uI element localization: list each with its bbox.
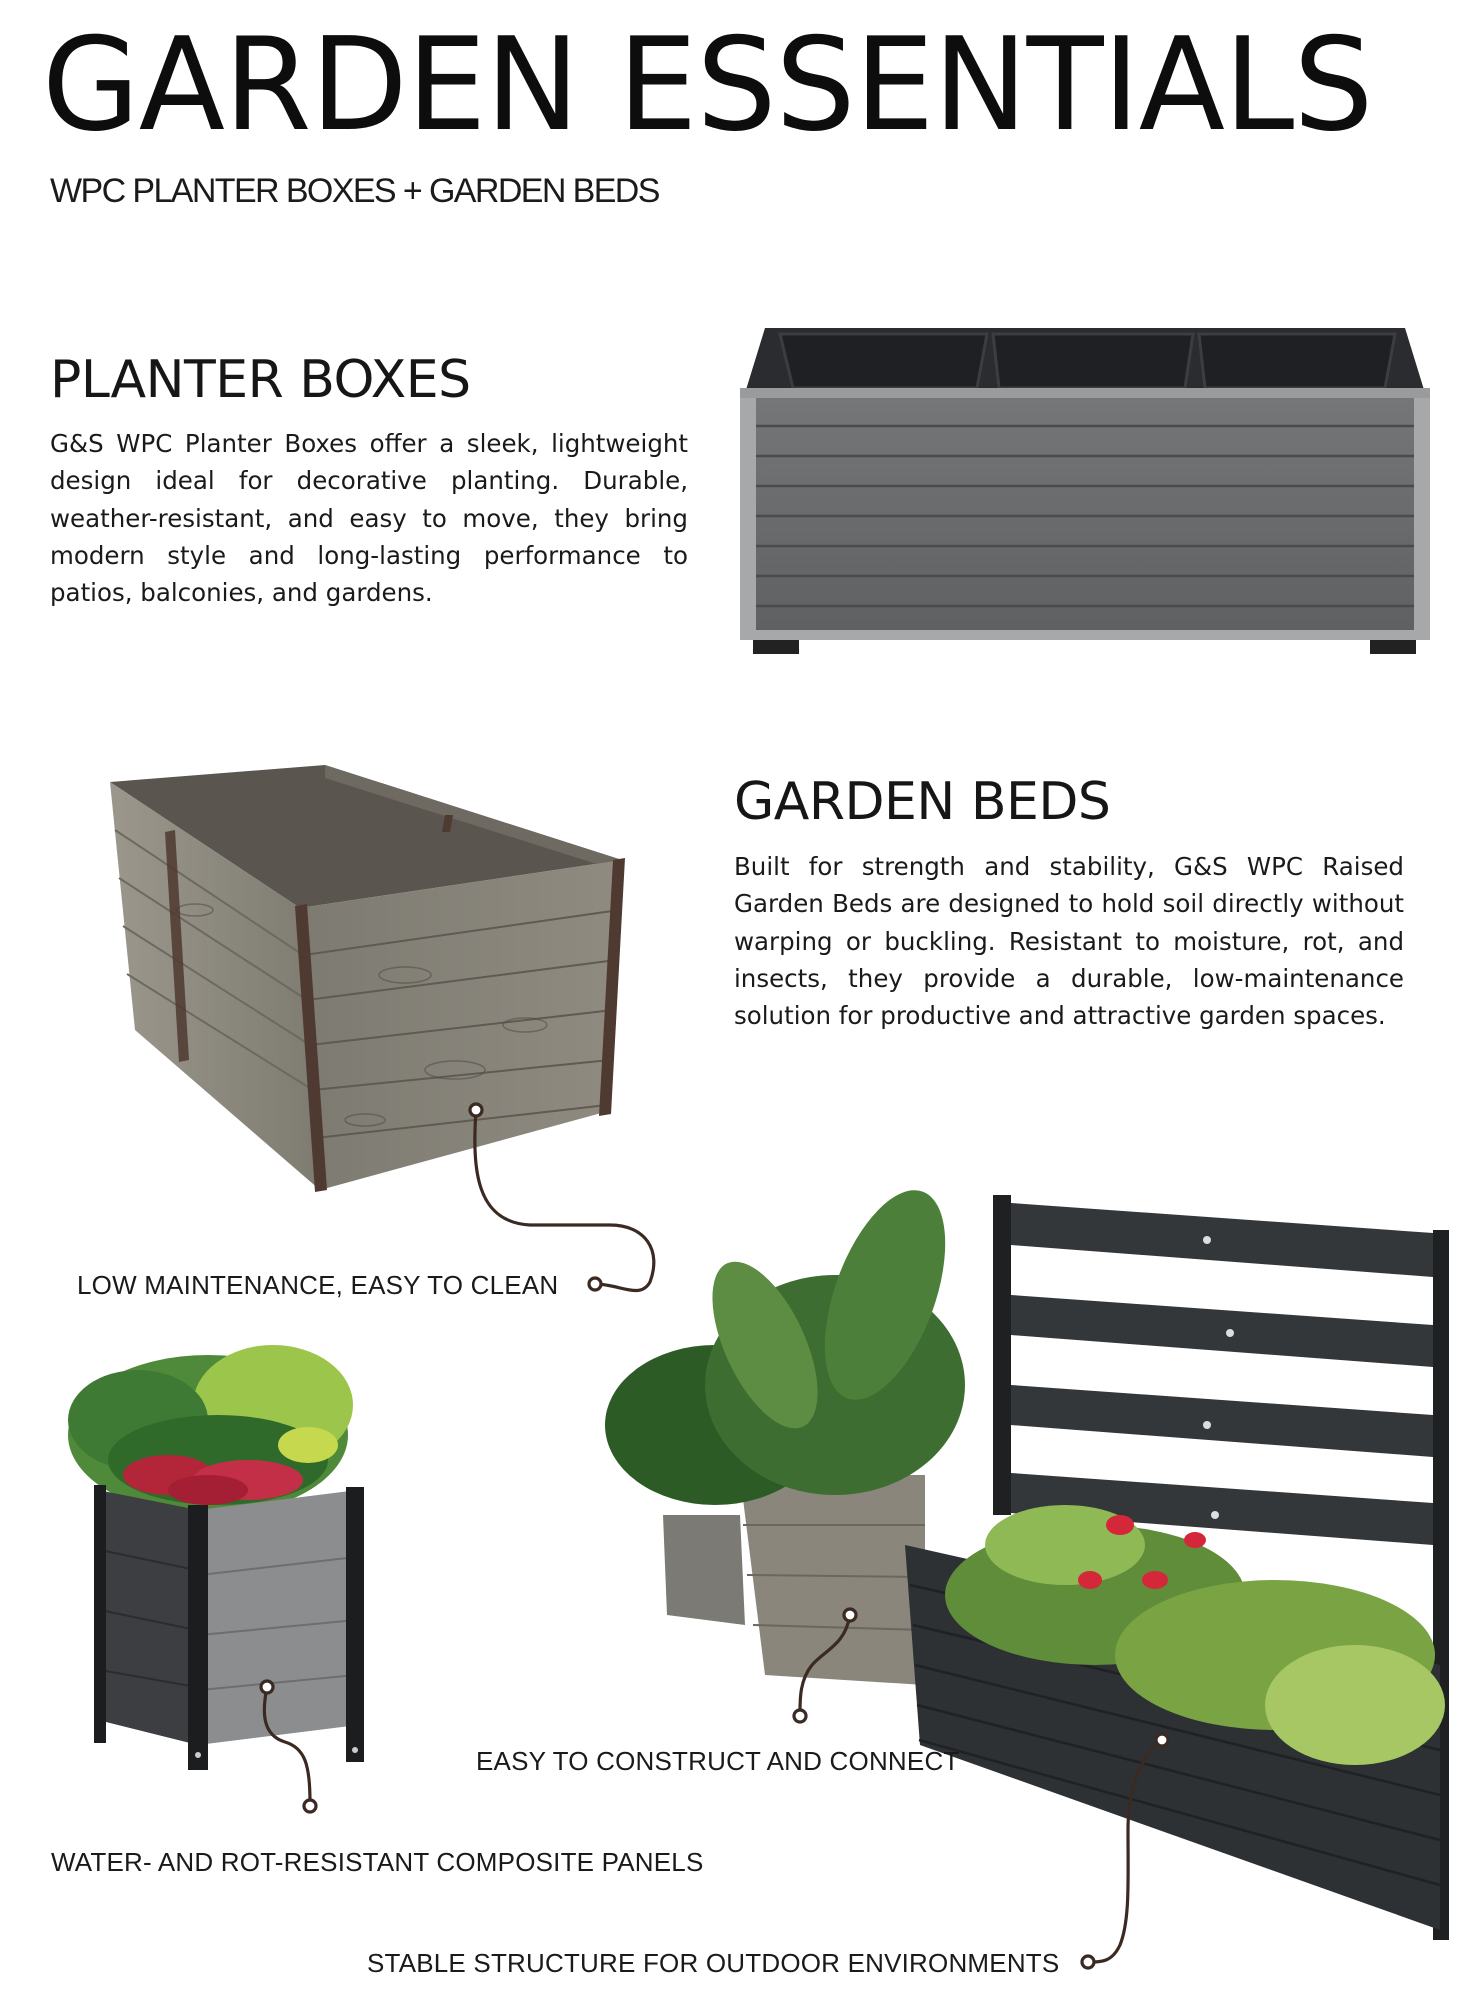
garden-beds-description: Built for strength and stability, G&S WPC Raised Garden Beds are designed to hold soil directly without warping or buckling. Resistant to moisture, rot, and insects, they provide a durable, low-maintenance solution for productive and attractive garden spaces.	[734, 852, 1404, 1031]
page-title: GARDEN ESSENTIALS	[42, 11, 1373, 160]
callout-low-maintenance: LOW MAINTENANCE, EASY TO CLEAN	[77, 1270, 559, 1300]
planter-boxes-description: G&S WPC Planter Boxes offer a sleek, lightweight design ideal for decorative planting. Durable, weather-resistant, and easy to move, they bring modern style and long-lasting performance to patios, balconies, and gardens.	[50, 429, 688, 608]
garden-beds-heading: GARDEN BEDS	[734, 772, 1111, 832]
planter-boxes-heading: PLANTER BOXES	[50, 350, 471, 410]
callout-construct-connect: EASY TO CONSTRUCT AND CONNECT	[476, 1746, 960, 1776]
callout-stable-structure: STABLE STRUCTURE FOR OUTDOOR ENVIRONMENTS	[367, 1948, 1060, 1978]
callout-water-rot-resistant: WATER- AND ROT-RESISTANT COMPOSITE PANELS	[51, 1847, 704, 1877]
page-subtitle: WPC PLANTER BOXES + GARDEN BEDS	[50, 172, 659, 210]
